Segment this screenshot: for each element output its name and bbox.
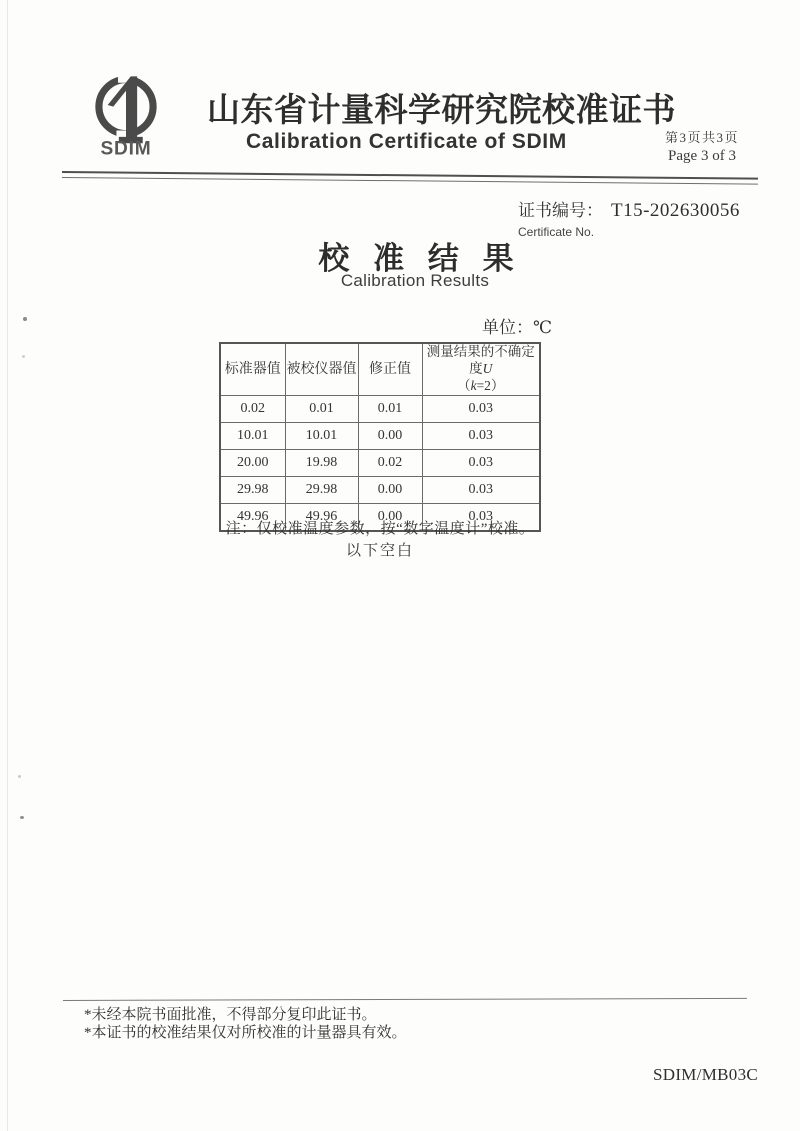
- footer-divider: [63, 998, 747, 1001]
- results-title-en: Calibration Results: [340, 271, 490, 290]
- column-header-standard: 标准器值: [220, 343, 285, 395]
- cell-device: 19.98: [285, 449, 358, 476]
- cell-uncertainty: 0.03: [422, 395, 540, 422]
- cell-device: 0.01: [285, 395, 358, 422]
- results-title-cn: 校 准 结 果: [318, 241, 522, 276]
- footer-note-line2: *本证书的校准结果仅对所校准的计量器具有效。: [84, 1025, 407, 1041]
- calibration-results-table: [219, 342, 541, 532]
- cell-standard: 10.01: [220, 422, 285, 449]
- cell-standard: 49.96: [220, 503, 285, 531]
- page-indicator-en: Page 3 of 3: [668, 148, 736, 164]
- cell-uncertainty: 0.03: [422, 503, 540, 531]
- column-header-correction: 修正值: [358, 343, 422, 395]
- scan-edge-line: [7, 0, 8, 1131]
- table-row: [220, 422, 540, 449]
- cell-device: 49.96: [285, 503, 358, 531]
- table-row: [220, 449, 540, 476]
- cell-device: 29.98: [285, 476, 358, 503]
- certificate-number-value: T15-202630056: [611, 200, 740, 221]
- certificate-number-label-en: Certificate No.: [518, 225, 595, 239]
- uncertainty-symbol: U: [482, 360, 493, 376]
- uncertainty-k-symbol: k: [470, 377, 477, 393]
- scan-speck: [18, 775, 21, 778]
- cell-standard: 20.00: [220, 449, 285, 476]
- org-title-en: Calibration Certificate of SDIM: [246, 130, 567, 153]
- table-header-row: [220, 343, 540, 395]
- header-divider: [62, 171, 758, 185]
- column-header-device: 被校仪器值: [285, 343, 358, 395]
- cell-correction: 0.00: [358, 503, 422, 531]
- cell-standard: 29.98: [220, 476, 285, 503]
- cell-correction: 0.00: [358, 422, 422, 449]
- footer-notes: [84, 1006, 407, 1042]
- scan-speck: [22, 355, 25, 358]
- cell-uncertainty: 0.03: [422, 422, 540, 449]
- table-note: 注：仅校准温度参数，按“数字温度计”校准。: [225, 521, 535, 537]
- cell-correction: 0.01: [358, 395, 422, 422]
- cell-device: 10.01: [285, 422, 358, 449]
- form-code: SDIM/MB03C: [653, 1065, 759, 1084]
- cell-standard: 0.02: [220, 395, 285, 422]
- blank-below-note: 以下空白: [345, 543, 414, 559]
- cell-correction: 0.00: [358, 476, 422, 503]
- uncertainty-sub-pre: （: [457, 377, 471, 393]
- cell-uncertainty: 0.03: [422, 476, 540, 503]
- sdim-logo-icon: [86, 70, 166, 156]
- cell-uncertainty: 0.03: [422, 449, 540, 476]
- scan-speck: [20, 816, 24, 819]
- org-title-cn: 山东省计量科学研究院校准证书: [207, 93, 676, 129]
- svg-text:SDIM: SDIM: [100, 138, 152, 156]
- scan-speck: [23, 317, 27, 321]
- uncertainty-sub-post: =2）: [476, 377, 505, 393]
- certificate-number-label: 证书编号：: [518, 201, 603, 220]
- unit-label: 单位：℃: [481, 318, 552, 337]
- page-indicator-cn: 第3页共3页: [664, 130, 739, 145]
- column-header-uncertainty: [422, 343, 540, 395]
- footer-note-line1: *未经本院书面批准，不得部分复印此证书。: [84, 1007, 377, 1023]
- page-indicator: [650, 127, 754, 165]
- table-row: [220, 395, 540, 422]
- table-row: [220, 476, 540, 503]
- cell-correction: 0.02: [358, 449, 422, 476]
- uncertainty-prefix: 测量结果的不确定度: [426, 344, 535, 376]
